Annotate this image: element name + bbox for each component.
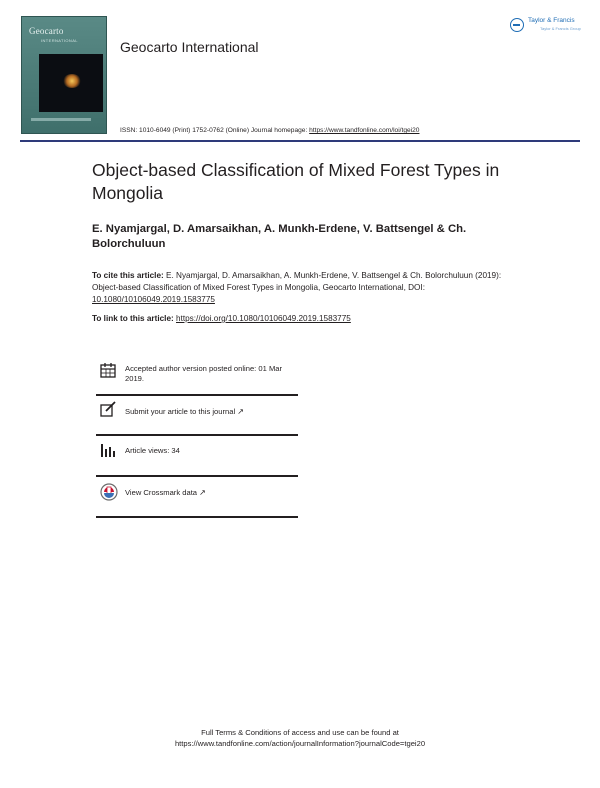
accepted-text: Accepted author version posted online: 01 Mar 2019. <box>125 364 283 383</box>
journal-cover-image <box>21 16 107 134</box>
submit-row[interactable] <box>96 399 298 433</box>
publisher-logo-icon <box>510 18 524 32</box>
views-text: Article views: 34 <box>125 446 180 455</box>
article-authors: E. Nyamjargal, D. Amarsaikhan, A. Munkh-Erdene, V. Battsengel & Ch. Bolorchuluun <box>92 223 467 250</box>
publisher-logo-subtext: Taylor & Francis Group <box>540 26 581 31</box>
views-row[interactable] <box>96 440 298 474</box>
link-label: To link to this article: <box>92 314 174 323</box>
cite-label: To cite this article: <box>92 271 164 280</box>
crossmark-row[interactable] <box>96 481 298 515</box>
accepted-row <box>96 360 298 392</box>
cover-subtitle: INTERNATIONAL <box>41 38 78 43</box>
info-divider <box>96 516 298 518</box>
cite-text: E. Nyamjargal, D. Amarsaikhan, A. Munkh-Erdene, V. Battsengel & Ch. Bolorchuluun (2019): Object-based Classification of Mixed Forest Types in Mongolia, Geocarto International, DOI: <box>92 271 502 292</box>
info-divider <box>96 475 298 477</box>
info-divider <box>96 394 298 396</box>
article-link-block <box>92 313 512 325</box>
crossmark-link[interactable]: View Crossmark data ↗ <box>125 488 206 497</box>
external-link-icon: ↗ <box>237 407 244 416</box>
cover-title: Geocarto <box>29 26 64 36</box>
submit-link[interactable]: Submit your article to this journal ↗ <box>125 407 244 416</box>
article-doi-link[interactable]: https://doi.org/10.1080/10106049.2019.1583775 <box>176 314 351 323</box>
crossmark-icon <box>100 483 118 501</box>
cover-stripe <box>31 118 91 121</box>
article-title: Object-based Classification of Mixed Forest Types in Mongolia <box>92 160 500 203</box>
bar-chart-icon <box>100 442 116 458</box>
journal-homepage-link[interactable]: https://www.tandfonline.com/loi/tgei20 <box>309 127 420 134</box>
info-divider <box>96 434 298 436</box>
cover-photo <box>39 54 103 112</box>
publisher-logo-text: Taylor & Francis <box>528 17 575 24</box>
issn-line <box>120 127 419 134</box>
header-rule <box>20 140 580 142</box>
footer-terms <box>100 727 500 749</box>
calendar-icon <box>100 362 116 378</box>
edit-icon <box>100 401 116 417</box>
publisher-logo[interactable] <box>510 16 582 36</box>
footer-terms-link[interactable]: https://www.tandfonline.com/action/journalInformation?journalCode=tgei20 <box>174 739 426 748</box>
footer-line: Full Terms & Conditions of access and use can be found at <box>201 728 399 737</box>
issn-text: ISSN: 1010-6049 (Print) 1752-0762 (Online) Journal homepage: <box>120 127 308 134</box>
citation-block <box>92 270 512 306</box>
journal-name: Geocarto International <box>120 39 259 55</box>
external-link-icon: ↗ <box>199 488 206 497</box>
doi-link[interactable]: 10.1080/10106049.2019.1583775 <box>92 295 215 304</box>
